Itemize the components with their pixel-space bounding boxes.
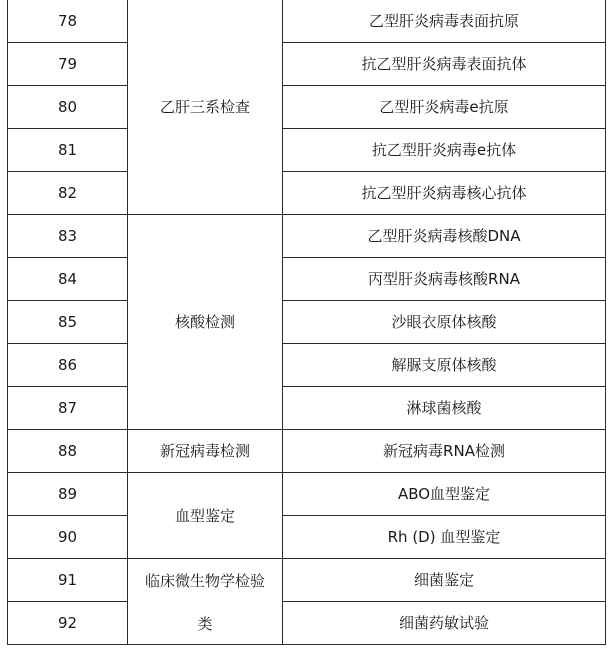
table-row [8, 430, 606, 473]
test-item: 细菌鉴定 [283, 559, 606, 602]
row-number: 83 [8, 215, 128, 258]
row-number: 84 [8, 258, 128, 301]
row-number: 82 [8, 172, 128, 215]
test-item: 抗乙型肝炎病毒表面抗体 [283, 43, 606, 86]
row-number: 86 [8, 344, 128, 387]
test-item: 抗乙型肝炎病毒e抗体 [283, 129, 606, 172]
row-number: 78 [8, 0, 128, 43]
test-item: 沙眼衣原体核酸 [283, 301, 606, 344]
category-label-line1: 临床微生物学检验 [144, 572, 265, 590]
test-item: 乙型肝炎病毒表面抗原 [283, 0, 606, 43]
test-item: 丙型肝炎病毒核酸RNA [283, 258, 606, 301]
row-number: 87 [8, 387, 128, 430]
table-row [8, 0, 606, 43]
table-row [8, 129, 606, 172]
table-row [8, 301, 606, 344]
row-number: 89 [8, 473, 128, 516]
row-number: 81 [8, 129, 128, 172]
table-row [8, 258, 606, 301]
table-row [8, 43, 606, 86]
table-row [8, 215, 606, 258]
table-row [8, 559, 606, 602]
category-cell-nucleic: 核酸检测 [128, 215, 283, 430]
row-number: 80 [8, 86, 128, 129]
row-number: 92 [8, 602, 128, 645]
table-row [8, 172, 606, 215]
row-number: 90 [8, 516, 128, 559]
table-row [8, 473, 606, 516]
test-item: 乙型肝炎病毒核酸DNA [283, 215, 606, 258]
test-item: ABO血型鉴定 [283, 473, 606, 516]
table-row [8, 387, 606, 430]
row-number: 85 [8, 301, 128, 344]
test-item: Rh (D) 血型鉴定 [283, 516, 606, 559]
category-cell-covid: 新冠病毒检测 [128, 430, 283, 473]
test-item: 淋球菌核酸 [283, 387, 606, 430]
test-item: 解脲支原体核酸 [283, 344, 606, 387]
row-number: 79 [8, 43, 128, 86]
category-cell-blood: 血型鉴定 [128, 473, 283, 559]
test-item: 抗乙型肝炎病毒核心抗体 [283, 172, 606, 215]
test-item: 新冠病毒RNA检测 [283, 430, 606, 473]
table-row [8, 516, 606, 559]
row-number: 91 [8, 559, 128, 602]
table-container [7, 0, 606, 645]
row-number: 88 [8, 430, 128, 473]
category-cell-hbv: 乙肝三系检查 [128, 0, 283, 215]
test-item: 乙型肝炎病毒e抗原 [283, 86, 606, 129]
test-items-table [7, 0, 606, 645]
category-cell-microbiology [128, 559, 283, 645]
test-item: 细菌药敏试验 [283, 602, 606, 645]
table-row [8, 344, 606, 387]
category-label-line2: 类 [197, 615, 213, 633]
table-row [8, 86, 606, 129]
table-row [8, 602, 606, 645]
